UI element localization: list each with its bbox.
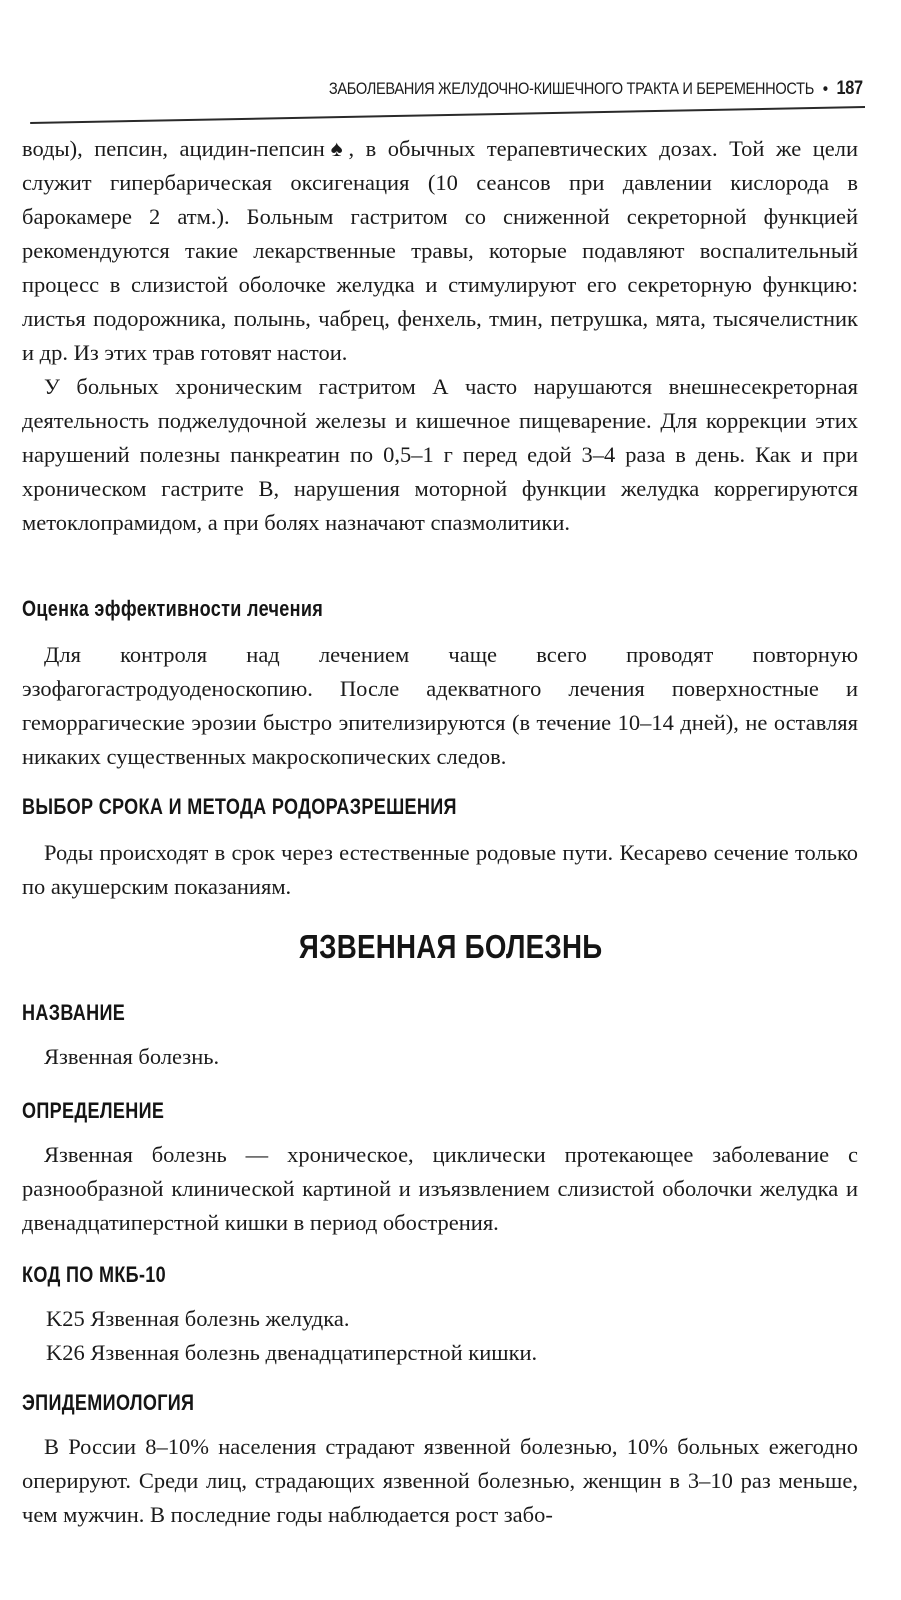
running-header xyxy=(329,78,863,100)
section-heading-delivery: ВЫБОР СРОКА И МЕТОДА РОДОРАЗРЕШЕНИЯ xyxy=(22,794,457,819)
continuation-block xyxy=(22,132,858,540)
chapter-title-text: ЯЗВЕННАЯ БОЛЕЗНЬ xyxy=(298,928,603,965)
section-heading-epidemiology: ЭПИДЕМИОЛОГИЯ xyxy=(22,1390,195,1415)
paragraph: Роды происходят в срок через естественные родовые пути. Кесарево сечение только по акушерским показаниям. xyxy=(22,840,858,899)
paragraph: Для контроля над лечением чаще всего проводят повторную эзофагогастродуоденоскопию. После адекватного лечения поверхностные и геморрагические эрозии быстро эпителизируются (в течение 10–14 дней), не оставляя никаких существенных макроскопических следов. xyxy=(22,642,858,769)
header-rule xyxy=(30,106,865,124)
name-block xyxy=(22,1040,858,1074)
paragraph: Язвенная болезнь. xyxy=(44,1044,220,1069)
paragraph: В России 8–10% населения страдают язвенной болезнью, 10% больных ежегодно оперируют. Среди лиц, страдающих язвенной болезнью, женщин в 3–10 раз меньше, чем мужчин. В последние годы наблюдается рост забо- xyxy=(22,1434,858,1527)
page-number: 187 xyxy=(836,78,863,99)
epidemiology-block xyxy=(22,1430,858,1532)
paragraph: У больных хроническим гастритом А часто нарушаются внешнесекреторная деятельность поджелудочной железы и кишечное пищеварение. Для коррекции этих нарушений полезны панкреатин по 0,5–1 г перед едой 3–4 раза в день. Как и при хроническом гастрите В, нарушения моторной функции желудка коррегируются метоклопрамидом, а при болях назначают спазмолитики. xyxy=(22,374,858,535)
section-heading-efficacy: Оценка эффективности лечения xyxy=(22,596,324,621)
icd-code-line: K26 Язвенная болезнь двенадцатиперстной кишки. xyxy=(46,1340,538,1365)
chapter-title xyxy=(0,928,901,966)
paragraph: воды), пепсин, ацидин-пепсин♠, в обычных терапевтических дозах. Той же цели служит гипербарическая оксигенация (10 сеансов при давлении кислорода в барокамере 2 атм.). Больным гастритом со сниженной секреторной функцией рекомендуются такие лекарственные травы, которые подавляют воспалительный процесс в слизистой оболочке желудка и стимулируют его секреторную функцию: листья подорожника, полынь, чабрец, фенхель, тмин, петрушка, мята, тысячелистник и др. Из этих трав готовят настои. xyxy=(22,136,858,365)
section-heading-name: НАЗВАНИЕ xyxy=(22,1000,126,1025)
bullet-separator: • xyxy=(823,79,828,98)
definition-block xyxy=(22,1138,858,1240)
running-title: ЗАБОЛЕВАНИЯ ЖЕЛУДОЧНО-КИШЕЧНОГО ТРАКТА И БЕРЕМЕННОСТЬ xyxy=(329,79,815,98)
icd-block xyxy=(22,1302,858,1370)
section-heading-icd: КОД ПО МКБ-10 xyxy=(22,1262,167,1287)
paragraph: Язвенная болезнь — хроническое, циклически протекающее заболевание с разнообразной клинической картиной и изъязвлением слизистой оболочки желудка и двенадцатиперстной кишки в период обострения. xyxy=(22,1142,858,1235)
efficacy-block xyxy=(22,638,858,774)
icd-code-line: K25 Язвенная болезнь желудка. xyxy=(46,1306,350,1331)
delivery-block xyxy=(22,836,858,904)
section-heading-definition: ОПРЕДЕЛЕНИЕ xyxy=(22,1098,165,1123)
